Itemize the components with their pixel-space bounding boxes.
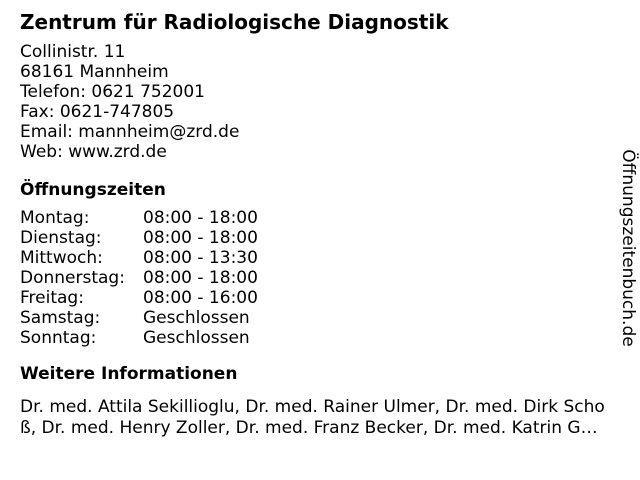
hours-value: 08:00 - 18:00 [143,228,258,248]
hours-value: 08:00 - 18:00 [143,208,258,228]
day-label: Freitag: [20,288,84,308]
hours-row-monday [20,208,258,228]
email-address: Email: mannheim@zrd.de [20,122,240,142]
more-info-heading: Weitere Informationen [20,364,238,384]
more-info-text: Dr. med. Attila Sekillioglu, Dr. med. Rainer Ulmer, Dr. med. Dirk Schoß, Dr. med. Henry Zoller, Dr. med. Franz Becker, Dr. med. Katrin G… [20,397,605,438]
phone-number: Telefon: 0621 752001 [20,82,205,102]
day-label: Sonntag: [20,328,97,348]
day-label: Mittwoch: [20,248,103,268]
website: Web: www.zrd.de [20,142,167,162]
opening-hours-heading: Öffnungszeiten [20,180,166,200]
hours-row-sunday [20,328,258,348]
hours-value: 08:00 - 13:30 [143,248,258,268]
hours-row-thursday [20,268,258,288]
address-block [20,42,620,162]
day-label: Donnerstag: [20,268,125,288]
fax-number: Fax: 0621-747805 [20,102,175,122]
hours-row-friday [20,288,258,308]
day-label: Samstag: [20,308,101,328]
hours-value: 08:00 - 16:00 [143,288,258,308]
street-address: Collinistr. 11 [20,42,126,62]
hours-value: Geschlossen [143,308,250,328]
business-card [20,10,620,439]
hours-value: 08:00 - 18:00 [143,268,258,288]
city-address: 68161 Mannheim [20,62,169,82]
watermark: Öffnungszeitenbuch.de [618,149,638,347]
hours-row-tuesday [20,228,258,248]
business-title: Zentrum für Radiologische Diagnostik [20,10,449,34]
opening-hours-table [20,208,258,348]
day-label: Dienstag: [20,228,102,248]
day-label: Montag: [20,208,90,228]
hours-row-wednesday [20,248,258,268]
hours-row-saturday [20,308,258,328]
hours-value: Geschlossen [143,328,250,348]
